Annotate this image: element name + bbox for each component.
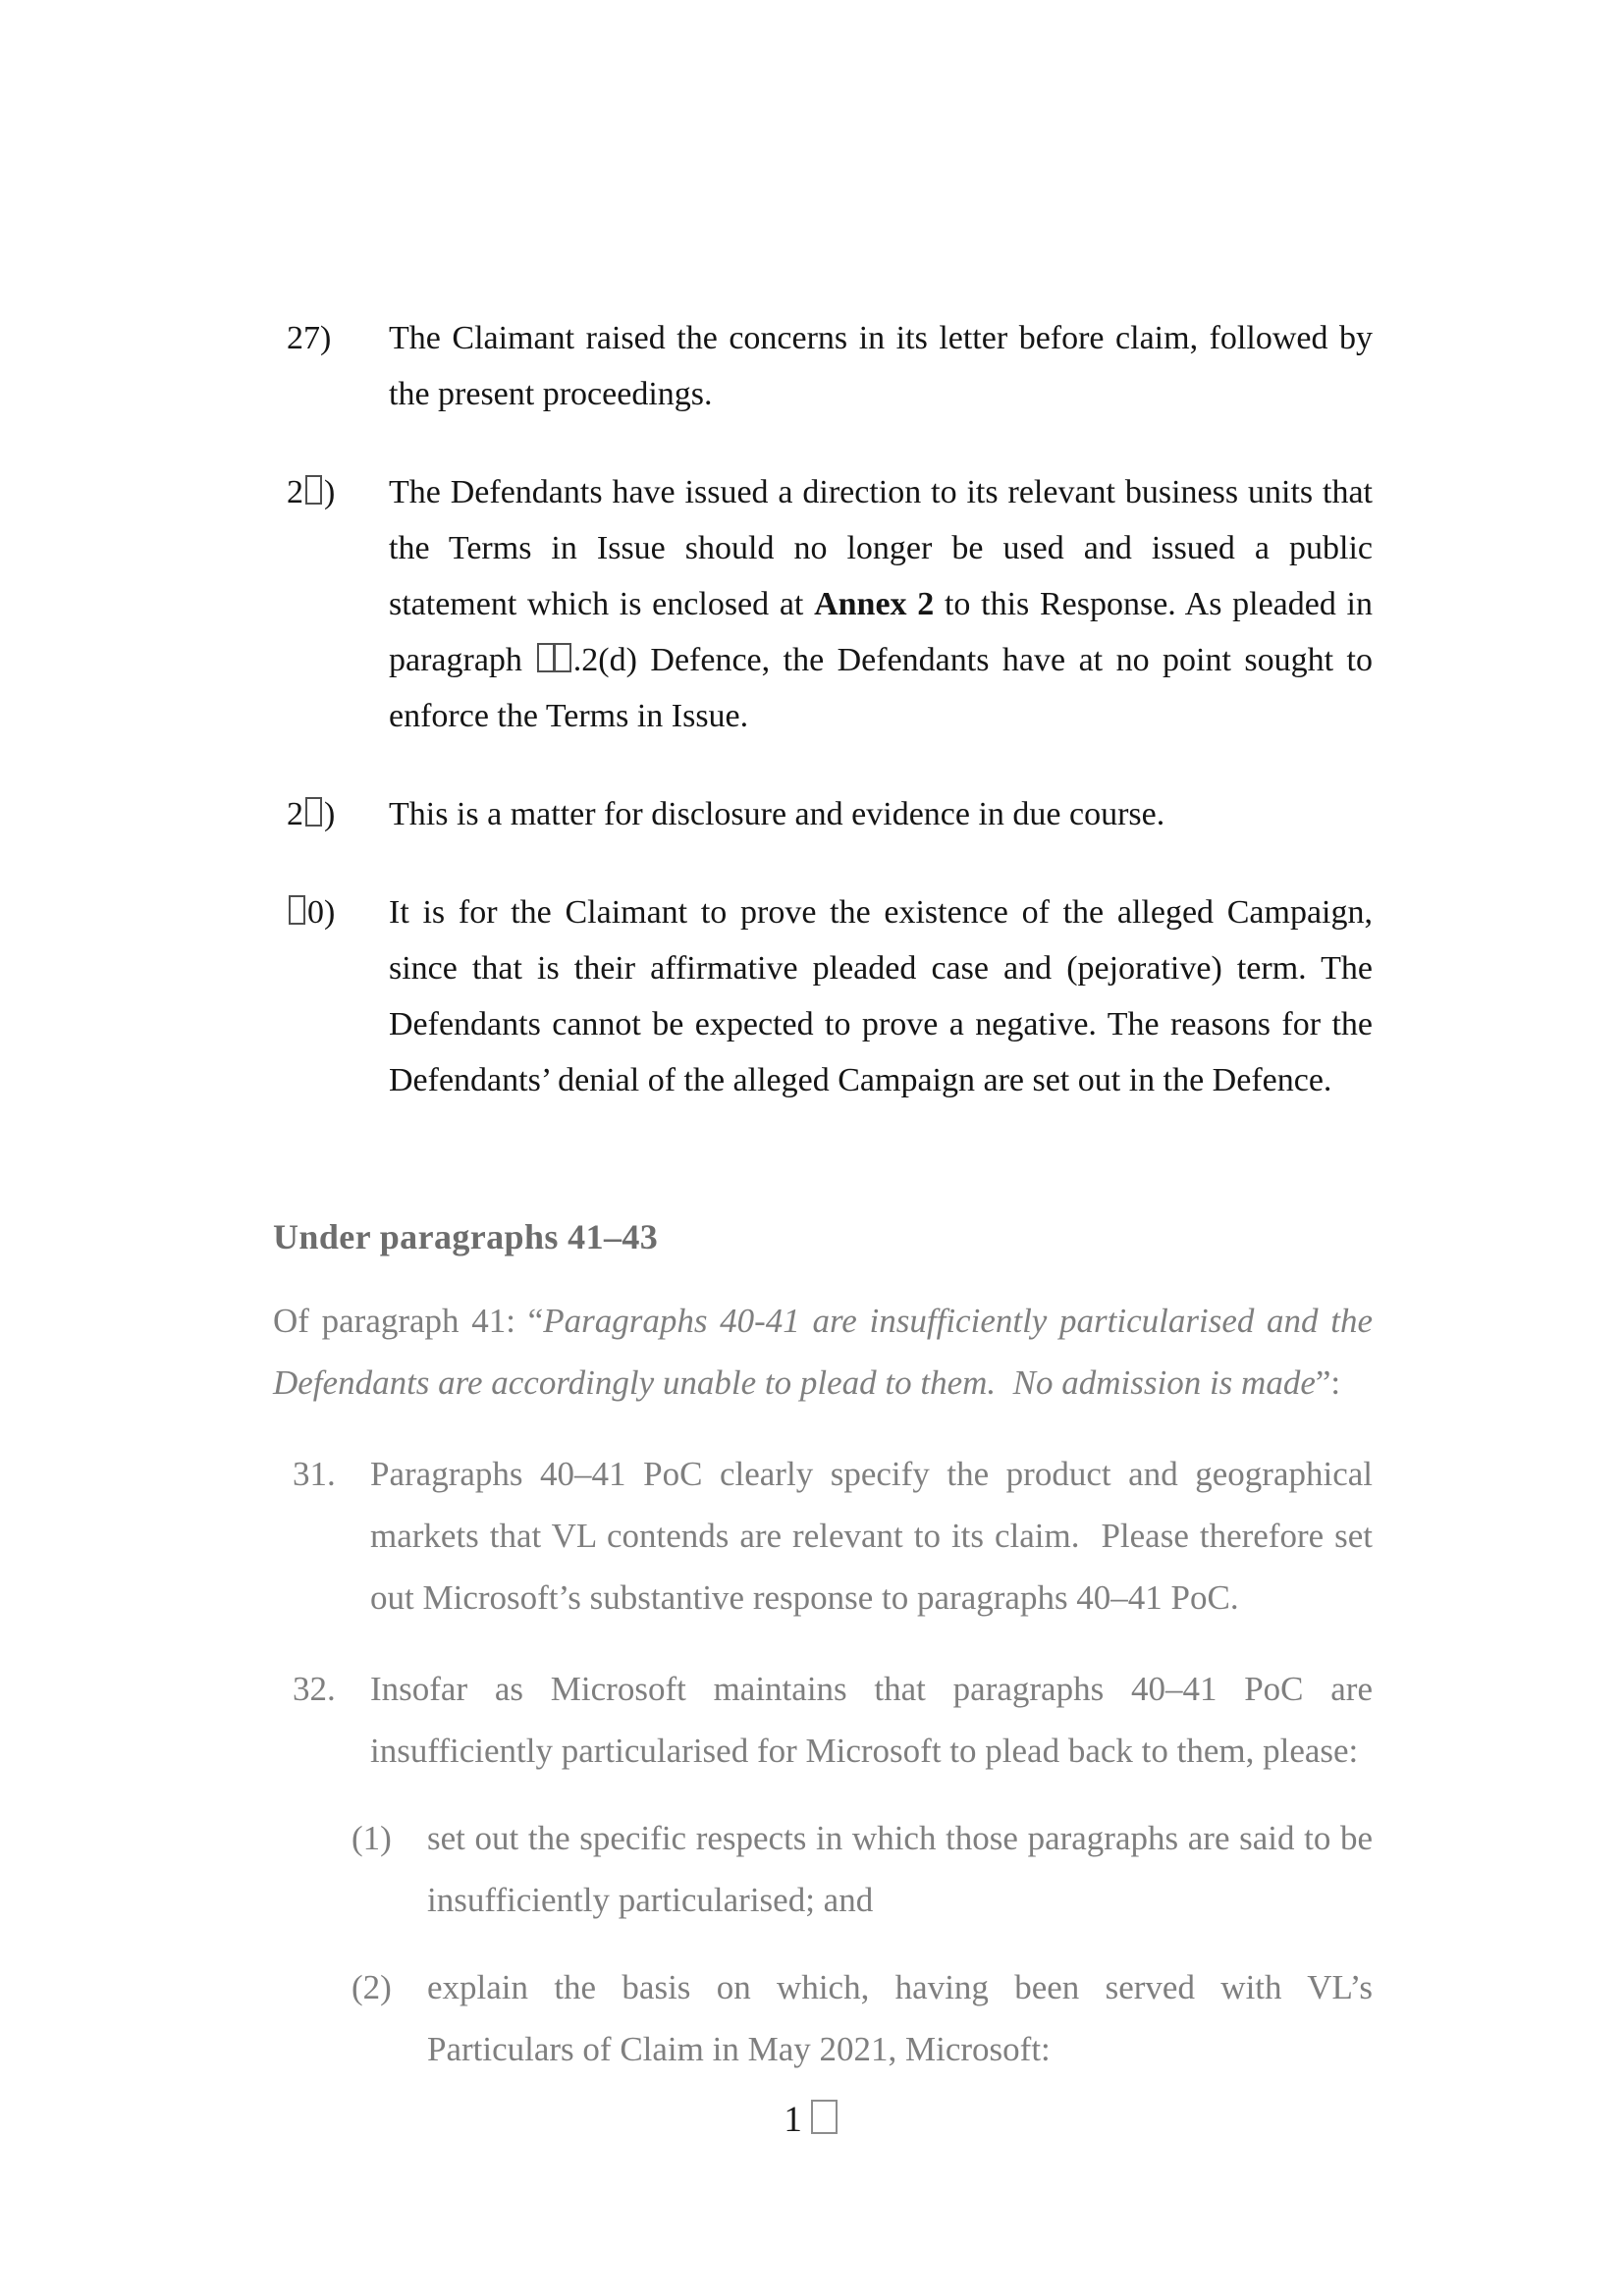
paragraph-32-text: Insofar as Microsoft maintains that paragraphs 40–41 PoC are insufficiently particularised for Microsoft to plead back to them, please: bbox=[370, 1670, 1373, 1770]
paragraph-27-number bbox=[273, 310, 389, 422]
paragraph-number-text: ) bbox=[324, 796, 336, 832]
paragraph-text-segment: .2(d) Defence, the Defendants have at no point sought to enforce the Terms in Issue. bbox=[389, 642, 1373, 734]
subparagraph-2-number: (2) bbox=[352, 1968, 392, 2006]
section-intro bbox=[273, 1290, 1373, 1414]
paragraph-27-text: The Claimant raised the concerns in its letter before claim, followed by the present proceedings. bbox=[389, 320, 1373, 412]
request-section bbox=[273, 1206, 1373, 2080]
missing-glyph-box bbox=[289, 895, 306, 925]
section-heading: Under paragraphs 41–43 bbox=[273, 1217, 659, 1256]
paragraph-number-text: ) bbox=[324, 474, 336, 510]
paragraph-28-number bbox=[273, 464, 389, 744]
page-number: 1 bbox=[784, 2100, 802, 2140]
paragraph-29-number bbox=[273, 786, 389, 842]
paragraph-30-text: It is for the Claimant to prove the existence of the alleged Campaign, since that is their affirmative pleaded case and (pejorative) term. The Defendants cannot be expected to prove a negative. The reasons for the Defendants’ denial of the alleged Campaign are set out in the Defence. bbox=[389, 894, 1373, 1098]
paragraph-text-segment: to this Response. As pleaded in paragraph bbox=[389, 586, 1374, 678]
paragraph-number-text: 2 bbox=[287, 474, 303, 510]
missing-glyph-box bbox=[305, 475, 323, 505]
missing-glyph-box bbox=[305, 797, 323, 827]
subparagraph-2-text: explain the basis on which, having been served with VL’s Particulars of Claim in May 2021, Microsoft: bbox=[427, 1968, 1373, 2068]
request-paragraph-31 bbox=[273, 1443, 1373, 1629]
subparagraph-1 bbox=[273, 1807, 1373, 1931]
paragraph-30 bbox=[273, 884, 1373, 1108]
intro-tail-text: ”: bbox=[1315, 1363, 1341, 1402]
paragraph-31-number: 31. bbox=[293, 1455, 336, 1493]
intro-lead-text: Of paragraph 41: “ bbox=[273, 1302, 544, 1340]
paragraph-number-text: 0) bbox=[307, 894, 336, 931]
missing-glyph-box bbox=[554, 643, 571, 672]
paragraph-number-text: 2 bbox=[287, 796, 303, 832]
paragraph-27 bbox=[273, 310, 1373, 422]
paragraph-30-number bbox=[273, 884, 389, 1108]
page-footer bbox=[0, 2099, 1623, 2142]
paragraph-31-text: Paragraphs 40–41 PoC clearly specify the product and geographical markets that VL contends are relevant to its claim. Please therefore set out Microsoft’s substantive response to paragraphs 40–41 PoC. bbox=[370, 1455, 1373, 1617]
subparagraph-1-number: (1) bbox=[352, 1819, 392, 1857]
subparagraph-2 bbox=[273, 1956, 1373, 2080]
annex-reference: Annex 2 bbox=[814, 586, 935, 622]
document-content bbox=[273, 310, 1373, 2080]
missing-glyph-box bbox=[811, 2100, 838, 2134]
quoted-pleading-text: Paragraphs 40-41 are insufficiently particularised and the Defendants are accordingly unable to plead to them. No admission is made bbox=[273, 1302, 1374, 1402]
paragraph-29 bbox=[273, 786, 1373, 842]
missing-glyph-box bbox=[537, 643, 555, 672]
paragraph-number-text: 27) bbox=[287, 320, 332, 356]
paragraph-28-text bbox=[389, 464, 1373, 744]
paragraph-text-segment: The Defendants have issued a direction to its relevant business units that the Terms in Issue should no longer be used and issued a public statement which is enclosed at bbox=[389, 474, 1373, 622]
paragraph-32-number: 32. bbox=[293, 1670, 336, 1708]
paragraph-28 bbox=[273, 464, 1373, 744]
subparagraph-1-text: set out the specific respects in which those paragraphs are said to be insufficiently particularised; and bbox=[427, 1819, 1373, 1919]
paragraph-29-text: This is a matter for disclosure and evidence in due course. bbox=[389, 796, 1165, 832]
request-paragraph-32 bbox=[273, 1658, 1373, 1782]
